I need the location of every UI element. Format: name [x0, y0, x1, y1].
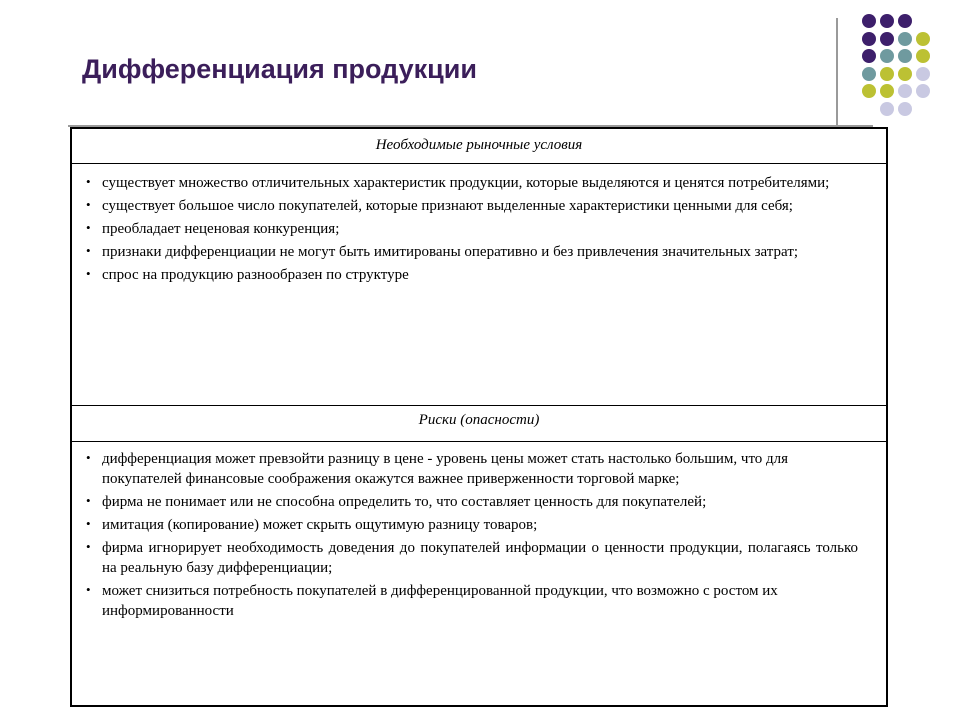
decorative-dot	[898, 14, 912, 28]
list-item: • фирма игнорирует необходимость доведения до покупателей информации о ценности продукции, полагаясь только на реальную базу дифференциации;	[86, 539, 858, 576]
decorative-dot	[898, 67, 912, 81]
decorative-dot	[880, 32, 894, 46]
list-item: • существует множество отличительных характеристик продукции, которые выделяются и ценятся потребителями;	[86, 174, 830, 191]
content-table	[70, 127, 888, 707]
section-header-conditions: Необходимые рыночные условия	[375, 137, 583, 153]
bullet-icon: •	[86, 516, 91, 531]
decorative-dot	[862, 67, 876, 81]
decorative-dot	[916, 32, 930, 46]
bullet-icon: •	[86, 220, 91, 235]
conditions-list	[72, 173, 886, 288]
decorative-dot	[862, 84, 876, 98]
risks-list	[72, 449, 886, 624]
decorative-dot	[880, 102, 894, 116]
decorative-dot	[916, 49, 930, 63]
bullet-icon: •	[86, 493, 91, 508]
decorative-dot	[916, 67, 930, 81]
decorative-dot	[898, 49, 912, 63]
decorative-dot	[880, 67, 894, 81]
decorative-dot	[898, 32, 912, 46]
decorative-dot	[880, 49, 894, 63]
list-item: • может снизиться потребность покупателей в дифференцированной продукции, что возможно с ростом их информированности	[86, 582, 778, 619]
list-item: • спрос на продукцию разнообразен по структуре	[86, 266, 409, 283]
bullet-icon: •	[86, 266, 91, 281]
decorative-dot	[880, 14, 894, 28]
list-item: • дифференциация может превзойти разницу в цене - уровень цены может стать настолько большим, что для покупателей финансовые соображения окажутся важнее приверженности торговой марке;	[86, 450, 789, 487]
table-divider	[72, 405, 886, 406]
bullet-icon: •	[86, 582, 91, 597]
decorative-dot	[880, 84, 894, 98]
slide-title: Дифференциация продукции	[82, 54, 477, 84]
bullet-icon: •	[86, 539, 91, 554]
bullet-icon: •	[86, 197, 91, 212]
decorative-dot	[862, 32, 876, 46]
list-item: • имитация (копирование) может скрыть ощутимую разницу товаров;	[86, 516, 538, 533]
list-item: • признаки дифференциации не могут быть имитированы оперативно и без привлечения значительных затрат;	[86, 243, 799, 260]
bullet-icon: •	[86, 174, 91, 189]
decorative-dot	[862, 14, 876, 28]
section-header-risks: Риски (опасности)	[418, 412, 540, 428]
list-item: • фирма не понимает или не способна определить то, что составляет ценность для покупателей;	[86, 493, 707, 510]
table-divider	[72, 441, 886, 442]
decorative-dot	[898, 84, 912, 98]
list-item: • существует большое число покупателей, которые признают выделенные характеристики ценными для себя;	[86, 197, 793, 214]
table-divider	[72, 163, 886, 164]
decorative-dot	[898, 102, 912, 116]
decorative-dot	[916, 84, 930, 98]
bullet-icon: •	[86, 450, 91, 465]
decorative-dot	[862, 49, 876, 63]
list-item: • преобладает неценовая конкуренция;	[86, 220, 340, 237]
bullet-icon: •	[86, 243, 91, 258]
